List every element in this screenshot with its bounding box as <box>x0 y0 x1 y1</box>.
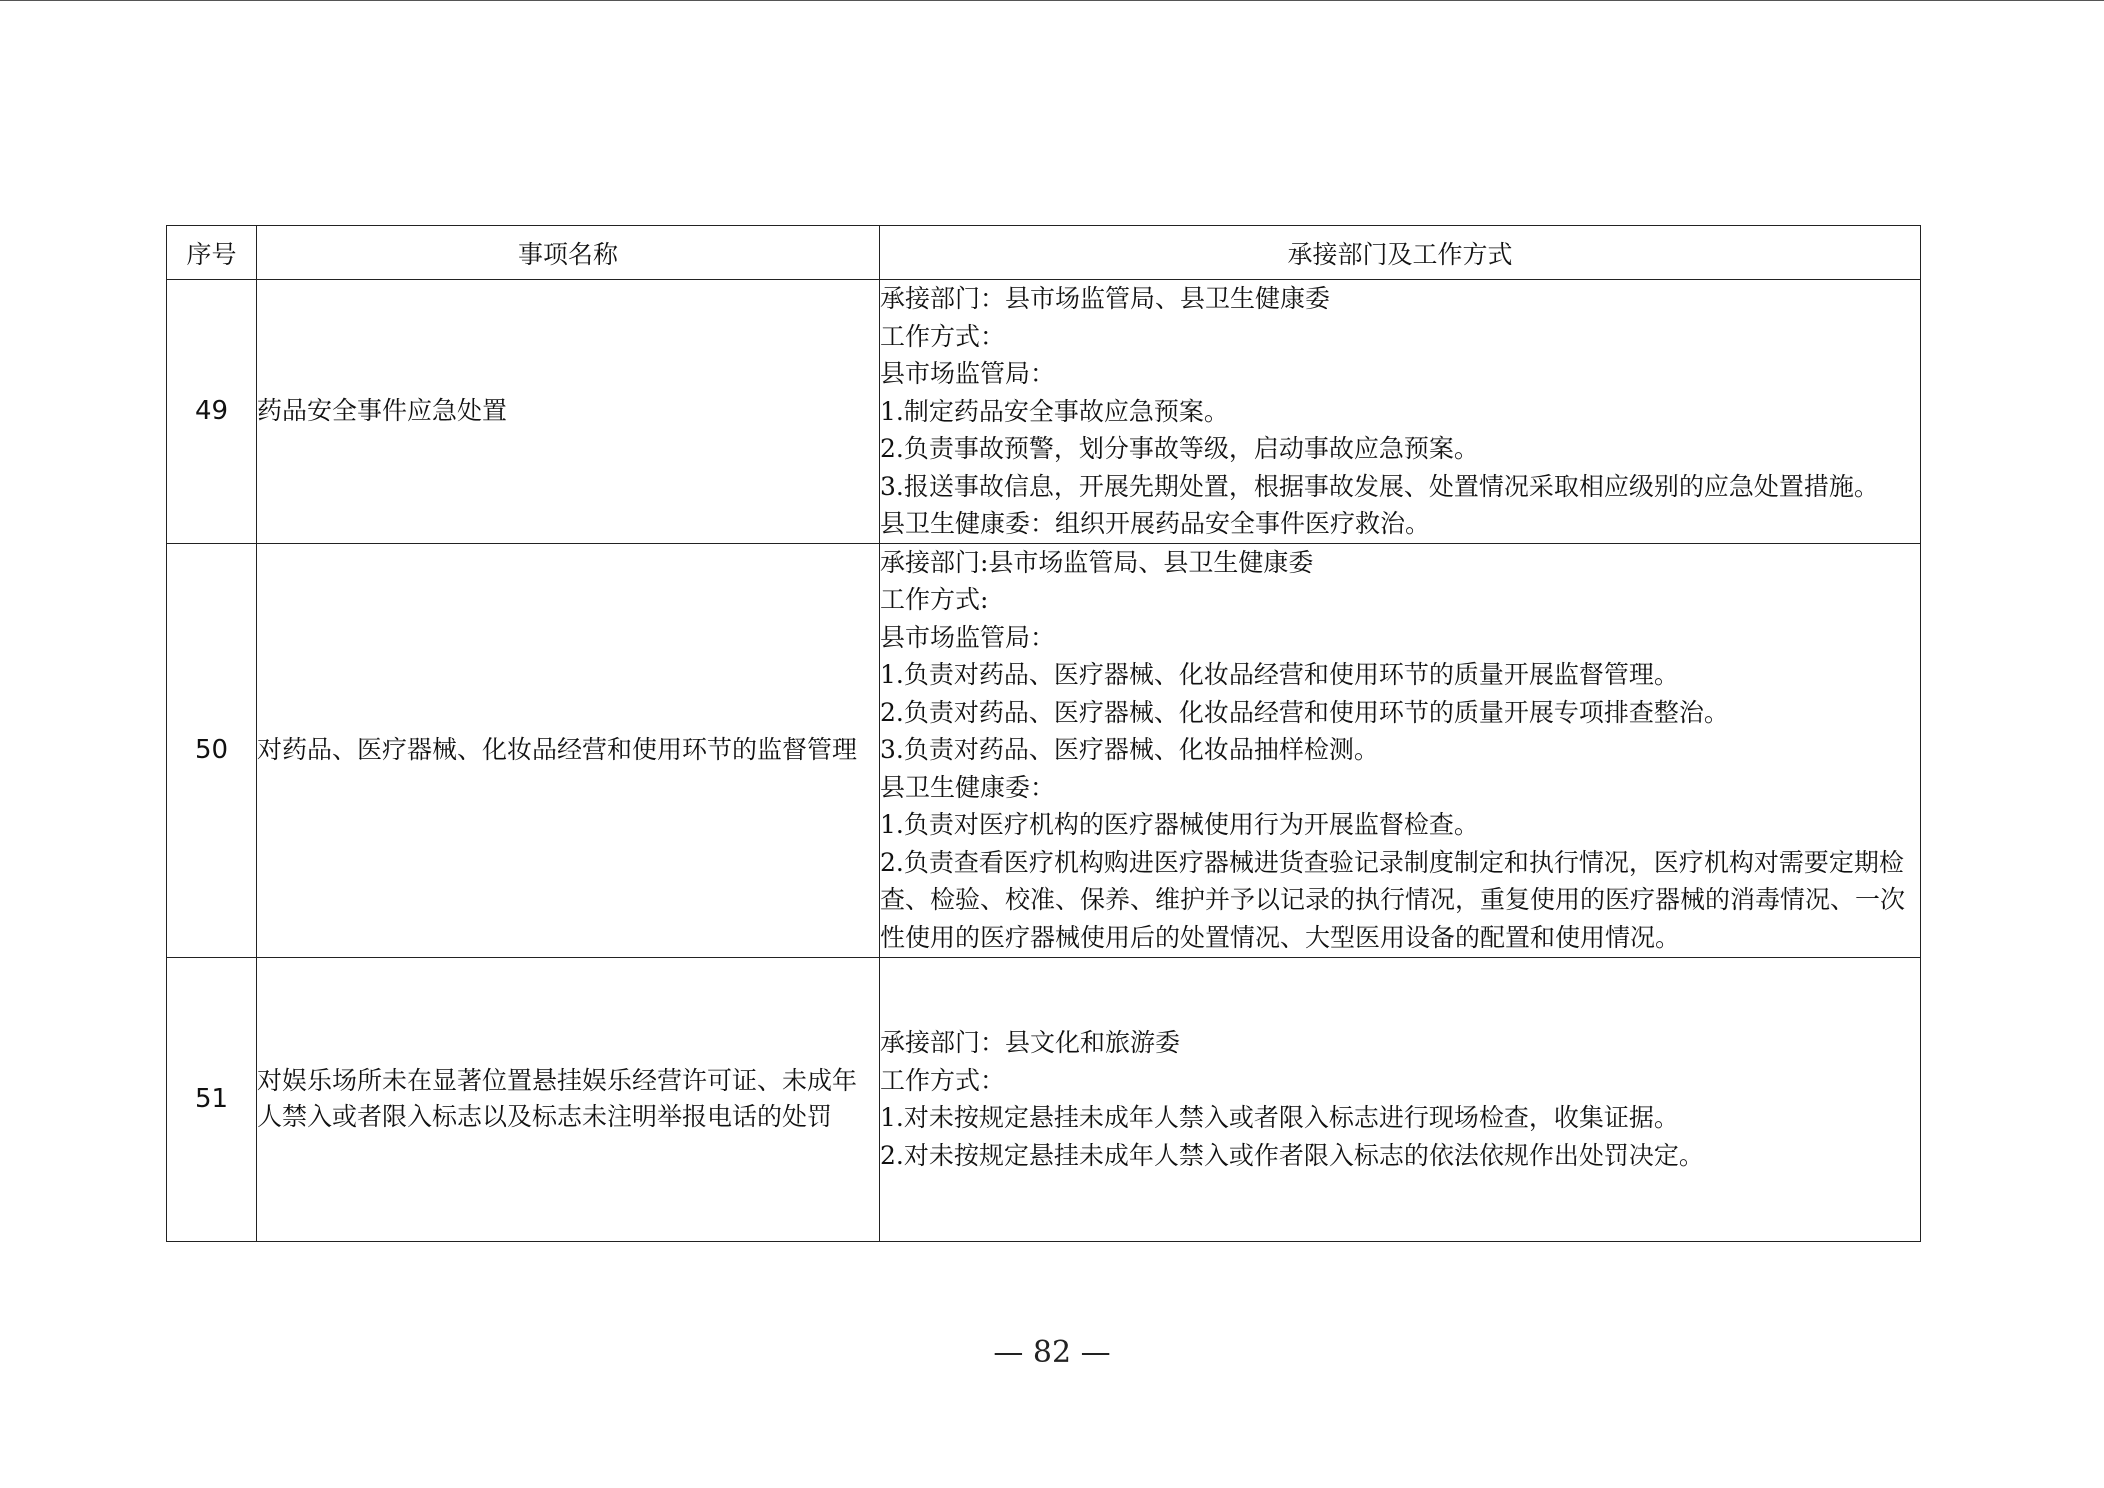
method-line: 1.负责对药品、医疗器械、化妆品经营和使用环节的质量开展监督管理。 <box>880 660 1679 690</box>
method-line: 承接部门：县文化和旅游委 <box>880 1028 1181 1057</box>
row-department-method <box>880 543 1921 957</box>
row-serial-number: 50 <box>167 543 257 957</box>
items-table <box>166 225 1921 1242</box>
row-serial-number: 49 <box>167 280 257 544</box>
method-line: 承接部门：县市场监管局、县卫生健康委 <box>880 284 1331 313</box>
method-line: 县市场监管局： <box>880 359 1056 388</box>
row-department-method <box>880 280 1921 544</box>
top-border-line <box>0 0 2104 1</box>
method-line: 2.负责对药品、医疗器械、化妆品经营和使用环节的质量开展专项排查整治。 <box>880 697 1729 727</box>
method-line: 1.负责对医疗机构的医疗器械使用行为开展监督检查。 <box>880 810 1479 840</box>
table-row <box>167 543 1921 957</box>
method-line: 2.对未按规定悬挂未成年人禁入或作者限入标志的依法依规作出处罚决定。 <box>880 1140 1704 1170</box>
method-line: 县卫生健康委： <box>880 772 1056 802</box>
method-line: 3.负责对药品、医疗器械、化妆品抽样检测。 <box>880 735 1379 765</box>
row-item-name: 药品安全事件应急处置 <box>257 280 880 544</box>
row-item-name: 对药品、医疗器械、化妆品经营和使用环节的监督管理 <box>257 543 880 957</box>
method-line: 3.报送事故信息，开展先期处置，根据事故发展、处置情况采取相应级别的应急处置措施。 <box>880 471 1879 501</box>
method-line: 1.制定药品安全事故应急预案。 <box>880 396 1229 426</box>
page-number: — 82 — <box>993 1335 1111 1370</box>
method-line: 县市场监管局： <box>880 622 1056 652</box>
row-item-name: 对娱乐场所未在显著位置悬挂娱乐经营许可证、未成年人禁入或者限入标志以及标志未注明举报电话的处罚 <box>257 957 880 1241</box>
method-line: 工作方式: <box>880 585 989 615</box>
method-line: 县卫生健康委：组织开展药品安全事件医疗救治。 <box>880 509 1431 538</box>
header-department-method: 承接部门及工作方式 <box>880 226 1921 280</box>
method-line: 2.负责查看医疗机构购进医疗器械进货查验记录制度制定和执行情况，医疗机构对需要定期检查、检验、校准、保养、维护并予以记录的执行情况，重复使用的医疗器械的消毒情况、一次性使用的医疗器械使用后的处置情况、大型医用设备的配置和使用情况。 <box>880 847 1906 952</box>
table-header-row <box>167 226 1921 280</box>
header-item-name: 事项名称 <box>257 226 880 280</box>
row-department-method <box>880 957 1921 1241</box>
table-row <box>167 280 1921 544</box>
table-row <box>167 957 1921 1241</box>
row-serial-number: 51 <box>167 957 257 1241</box>
method-line: 2.负责事故预警，划分事故等级，启动事故应急预案。 <box>880 434 1479 463</box>
method-line: 承接部门:县市场监管局、县卫生健康委 <box>880 547 1314 577</box>
method-line: 1.对未按规定悬挂未成年人禁入或者限入标志进行现场检查，收集证据。 <box>880 1103 1679 1132</box>
method-line: 工作方式： <box>880 1065 1006 1095</box>
method-line: 工作方式： <box>880 321 1006 351</box>
header-serial-number: 序号 <box>167 226 257 280</box>
